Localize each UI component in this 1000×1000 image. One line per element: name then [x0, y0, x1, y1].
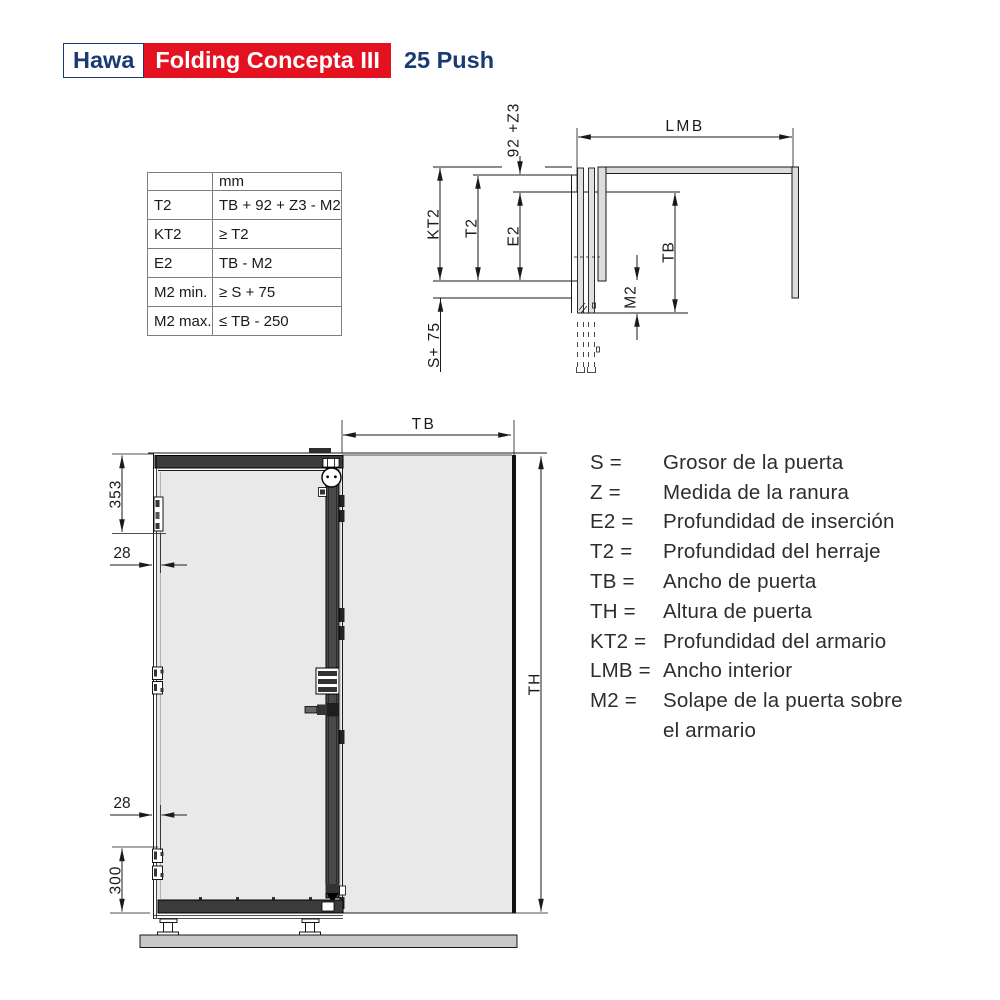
tb-plan-label: TB	[660, 241, 678, 263]
legend-description: Altura de puerta	[663, 599, 813, 623]
legend-symbol: TB =	[590, 570, 635, 594]
s-plus-75-label: S+ 75	[426, 322, 443, 368]
dim-28-bottom-label: 28	[113, 795, 131, 812]
value-cell: ≥ S + 75	[213, 278, 342, 307]
dimension-m2	[623, 255, 640, 340]
dim-353-label: 353	[107, 479, 125, 509]
value-cell: TB - M2	[213, 249, 342, 278]
legend-description: el armario	[663, 719, 757, 743]
legend-description: Profundidad del armario	[663, 629, 887, 653]
legend-symbol: M2 =	[590, 689, 637, 713]
plan-cabinet-walls	[598, 167, 799, 298]
door-right-edge	[512, 455, 516, 913]
value-cell: ≤ TB - 250	[213, 307, 342, 336]
legend-description: Profundidad del herraje	[663, 540, 881, 564]
legend-description: Medida de la ranura	[663, 480, 850, 504]
t2-label: T2	[463, 217, 481, 239]
bottom-rail	[153, 897, 343, 919]
front-view-drawing	[108, 416, 549, 948]
m2-label: M2	[622, 285, 640, 309]
plan-door-projection-dashed	[577, 322, 600, 373]
param-cell: M2 min.	[148, 278, 213, 307]
top-bracket	[309, 448, 331, 454]
dimension-tb-plan	[661, 193, 678, 312]
dimension-300	[108, 847, 159, 913]
floor	[140, 935, 517, 948]
legend-description: Profundidad de inserción	[663, 510, 895, 534]
dimension-tb-front	[342, 416, 514, 455]
dim-28-top-label: 28	[113, 545, 131, 562]
plan-view-drawing	[426, 103, 799, 373]
table-header-unit: mm	[213, 173, 342, 191]
plan-reference-lines	[433, 167, 680, 313]
legend-description: Ancho interior	[663, 659, 793, 683]
legend-symbol: S =	[590, 450, 622, 474]
param-cell: T2	[148, 191, 213, 220]
legend-description: Grosor de la puerta	[663, 450, 844, 474]
kt2-label: KT2	[425, 208, 443, 240]
param-cell: M2 max.	[148, 307, 213, 336]
dimension-lmb	[577, 118, 793, 192]
product-variant: 25 Push	[403, 47, 495, 73]
adjustable-feet	[158, 919, 321, 936]
product-name: Folding Concepta III	[155, 47, 380, 73]
dimension-92-z3	[506, 103, 523, 174]
dimension-e2	[506, 193, 523, 280]
dim-300-label: 300	[107, 865, 125, 895]
legend-symbol: E2 =	[590, 510, 634, 534]
value-cell: ≥ T2	[213, 220, 342, 249]
tb-front-label: TB	[411, 416, 437, 433]
param-cell: E2	[148, 249, 213, 278]
e2-label: E2	[505, 225, 523, 247]
dimension-s-plus-75	[426, 298, 443, 372]
legend-symbol: Z =	[590, 480, 621, 504]
th-label: TH	[526, 672, 544, 696]
dimension-th	[516, 457, 548, 914]
dimension-kt2	[426, 168, 443, 280]
brand-name: Hawa	[73, 47, 135, 73]
legend-symbol: T2 =	[590, 540, 633, 564]
value-cell: TB + 92 + Z3 - M2	[213, 191, 342, 220]
legend-description: Solape de la puerta sobre	[663, 689, 903, 713]
mid-hinge-bracket	[316, 668, 339, 694]
dimension-t2	[464, 176, 481, 280]
groove-offset-label: 92 +Z3	[505, 102, 523, 158]
lmb-label: LMB	[665, 118, 705, 135]
legend-symbol: TH =	[590, 599, 636, 623]
legend-symbol: KT2 =	[590, 629, 647, 653]
legend-symbol: LMB =	[590, 659, 651, 683]
legend-description: Ancho de puerta	[663, 570, 817, 594]
param-cell: KT2	[148, 220, 213, 249]
top-rail	[155, 456, 343, 469]
